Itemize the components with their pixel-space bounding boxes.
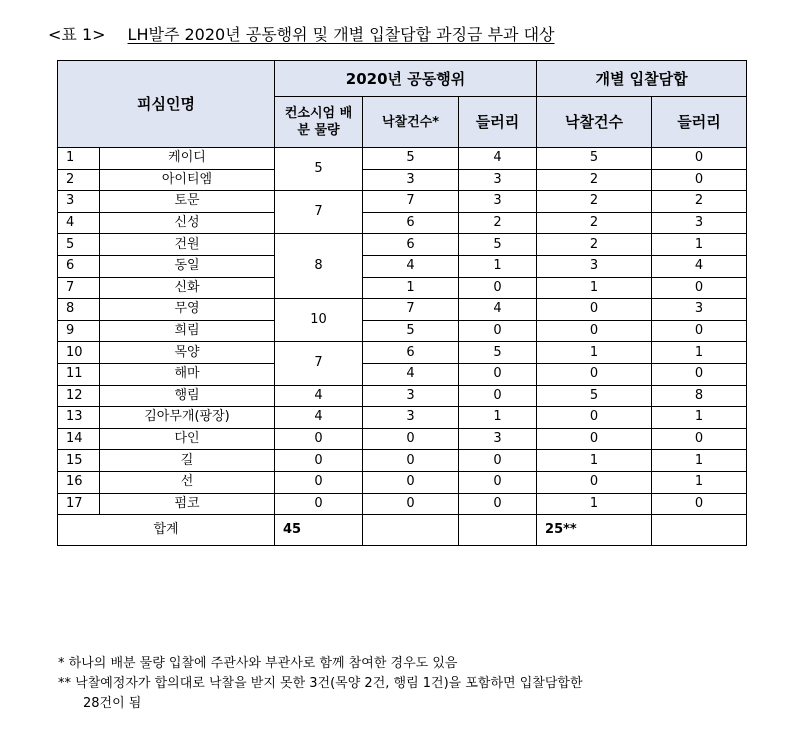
row-company: 건원 <box>100 234 275 256</box>
table-label: <표 1> <box>48 25 106 44</box>
row-no: 16 <box>58 471 100 493</box>
ind-fillers: 2 <box>652 191 747 213</box>
ind-fillers: 0 <box>652 148 747 170</box>
joint-wins: 3 <box>363 385 459 407</box>
footnotes <box>58 654 583 714</box>
ind-fillers: 0 <box>652 493 747 515</box>
joint-fillers: 0 <box>459 320 537 342</box>
ind-fillers: 1 <box>652 234 747 256</box>
ind-fillers: 8 <box>652 385 747 407</box>
ind-fillers: 1 <box>652 407 747 429</box>
row-company: 동일 <box>100 255 275 277</box>
header-ind-wins: 낙찰건수 <box>537 97 652 148</box>
joint-fillers: 0 <box>459 471 537 493</box>
joint-wins: 7 <box>363 299 459 321</box>
row-company: 목양 <box>100 342 275 364</box>
joint-wins: 0 <box>363 493 459 515</box>
ind-wins: 3 <box>537 255 652 277</box>
joint-wins: 0 <box>363 471 459 493</box>
row-no: 3 <box>58 191 100 213</box>
ind-fillers: 0 <box>652 428 747 450</box>
header-company: 피심인명 <box>58 61 275 148</box>
joint-wins: 0 <box>363 450 459 472</box>
ind-wins: 0 <box>537 428 652 450</box>
footnote-2-line1: ** 낙찰예정자가 합의대로 낙찰을 받지 못한 3건(목양 2건, 행림 1건)을 포함하면 입찰담합한 <box>58 676 583 691</box>
table-caption <box>48 22 554 45</box>
ind-wins: 0 <box>537 471 652 493</box>
table-row <box>58 277 747 299</box>
consortium-cell: 0 <box>275 428 363 450</box>
row-company: 케이디 <box>100 148 275 170</box>
joint-wins: 7 <box>363 191 459 213</box>
surcharge-table <box>57 60 747 546</box>
consortium-cell: 0 <box>275 493 363 515</box>
joint-fillers: 5 <box>459 342 537 364</box>
row-no: 6 <box>58 255 100 277</box>
joint-fillers: 1 <box>459 407 537 429</box>
row-company: 행림 <box>100 385 275 407</box>
ind-fillers: 0 <box>652 277 747 299</box>
total-consortium: 45 <box>275 515 363 546</box>
header-joint-fillers: 들러리 <box>459 97 537 148</box>
total-label: 합계 <box>58 515 275 546</box>
ind-fillers: 3 <box>652 212 747 234</box>
table-row <box>58 407 747 429</box>
table-row <box>58 342 747 364</box>
row-no: 10 <box>58 342 100 364</box>
ind-wins: 1 <box>537 450 652 472</box>
joint-fillers: 3 <box>459 191 537 213</box>
table-row <box>58 212 747 234</box>
table-row <box>58 299 747 321</box>
ind-fillers: 3 <box>652 299 747 321</box>
joint-fillers: 0 <box>459 385 537 407</box>
ind-wins: 0 <box>537 407 652 429</box>
joint-wins: 4 <box>363 255 459 277</box>
header-consortium-text: 컨소시엄 배분 물량 <box>284 106 353 138</box>
joint-fillers: 0 <box>459 363 537 385</box>
ind-fillers: 1 <box>652 471 747 493</box>
joint-fillers: 4 <box>459 148 537 170</box>
ind-fillers: 0 <box>652 363 747 385</box>
joint-fillers: 4 <box>459 299 537 321</box>
row-company: 다인 <box>100 428 275 450</box>
table-row <box>58 493 747 515</box>
table-row <box>58 255 747 277</box>
ind-fillers: 1 <box>652 342 747 364</box>
row-no: 7 <box>58 277 100 299</box>
row-company: 길 <box>100 450 275 472</box>
table-row <box>58 169 747 191</box>
ind-fillers: 1 <box>652 450 747 472</box>
total-ind-wins: 25** <box>537 515 652 546</box>
row-no: 13 <box>58 407 100 429</box>
row-no: 5 <box>58 234 100 256</box>
joint-fillers: 5 <box>459 234 537 256</box>
table-row <box>58 191 747 213</box>
joint-wins: 6 <box>363 342 459 364</box>
consortium-cell: 7 <box>275 342 363 385</box>
ind-wins: 0 <box>537 299 652 321</box>
header-joint-group: 2020년 공동행위 <box>275 61 537 97</box>
joint-wins: 5 <box>363 148 459 170</box>
row-no: 9 <box>58 320 100 342</box>
joint-wins: 6 <box>363 212 459 234</box>
joint-wins: 5 <box>363 320 459 342</box>
total-joint-wins <box>363 515 459 546</box>
row-no: 1 <box>58 148 100 170</box>
ind-wins: 0 <box>537 363 652 385</box>
row-no: 4 <box>58 212 100 234</box>
joint-wins: 3 <box>363 169 459 191</box>
table-row <box>58 320 747 342</box>
row-company: 무영 <box>100 299 275 321</box>
joint-wins: 4 <box>363 363 459 385</box>
footnote-1: * 하나의 배분 물량 입찰에 주관사와 부관사로 함께 참여한 경우도 있음 <box>58 656 458 671</box>
table-row <box>58 471 747 493</box>
row-company: 희림 <box>100 320 275 342</box>
header-consortium <box>275 97 363 148</box>
table-row <box>58 450 747 472</box>
row-company: 토문 <box>100 191 275 213</box>
row-no: 2 <box>58 169 100 191</box>
joint-fillers: 0 <box>459 493 537 515</box>
header-individual-group: 개별 입찰담합 <box>537 61 747 97</box>
row-no: 17 <box>58 493 100 515</box>
ind-wins: 2 <box>537 234 652 256</box>
consortium-cell: 0 <box>275 471 363 493</box>
table-row <box>58 234 747 256</box>
table-row <box>58 148 747 170</box>
consortium-cell: 4 <box>275 385 363 407</box>
joint-fillers: 3 <box>459 428 537 450</box>
ind-wins: 1 <box>537 342 652 364</box>
consortium-cell: 5 <box>275 148 363 191</box>
joint-fillers: 0 <box>459 277 537 299</box>
ind-wins: 5 <box>537 385 652 407</box>
row-no: 11 <box>58 363 100 385</box>
joint-wins: 0 <box>363 428 459 450</box>
total-joint-fillers <box>459 515 537 546</box>
row-company: 아이티엠 <box>100 169 275 191</box>
header-ind-fillers: 들러리 <box>652 97 747 148</box>
row-company: 펌코 <box>100 493 275 515</box>
table-row <box>58 428 747 450</box>
joint-wins: 6 <box>363 234 459 256</box>
ind-wins: 5 <box>537 148 652 170</box>
table-title: LH발주 2020년 공동행위 및 개별 입찰담합 과징금 부과 대상 <box>127 25 555 44</box>
joint-fillers: 0 <box>459 450 537 472</box>
consortium-cell: 0 <box>275 450 363 472</box>
ind-wins: 2 <box>537 169 652 191</box>
ind-wins: 1 <box>537 493 652 515</box>
ind-wins: 2 <box>537 191 652 213</box>
joint-fillers: 2 <box>459 212 537 234</box>
row-no: 15 <box>58 450 100 472</box>
row-company: 선 <box>100 471 275 493</box>
ind-fillers: 0 <box>652 320 747 342</box>
row-no: 8 <box>58 299 100 321</box>
joint-fillers: 3 <box>459 169 537 191</box>
total-ind-fillers <box>652 515 747 546</box>
consortium-cell: 7 <box>275 191 363 234</box>
ind-fillers: 0 <box>652 169 747 191</box>
table-row <box>58 363 747 385</box>
row-company: 신성 <box>100 212 275 234</box>
footnote-2-line2: 28건이 됨 <box>83 696 142 711</box>
header-joint-wins: 낙찰건수* <box>363 97 459 148</box>
row-company: 김아무개(팡장) <box>100 407 275 429</box>
consortium-cell: 8 <box>275 234 363 299</box>
total-row <box>58 515 747 546</box>
ind-wins: 1 <box>537 277 652 299</box>
ind-fillers: 4 <box>652 255 747 277</box>
joint-wins: 3 <box>363 407 459 429</box>
table-row <box>58 385 747 407</box>
joint-wins: 1 <box>363 277 459 299</box>
consortium-cell: 10 <box>275 299 363 342</box>
consortium-cell: 4 <box>275 407 363 429</box>
ind-wins: 0 <box>537 320 652 342</box>
row-no: 14 <box>58 428 100 450</box>
row-company: 신화 <box>100 277 275 299</box>
joint-fillers: 1 <box>459 255 537 277</box>
ind-wins: 2 <box>537 212 652 234</box>
row-company: 해마 <box>100 363 275 385</box>
row-no: 12 <box>58 385 100 407</box>
